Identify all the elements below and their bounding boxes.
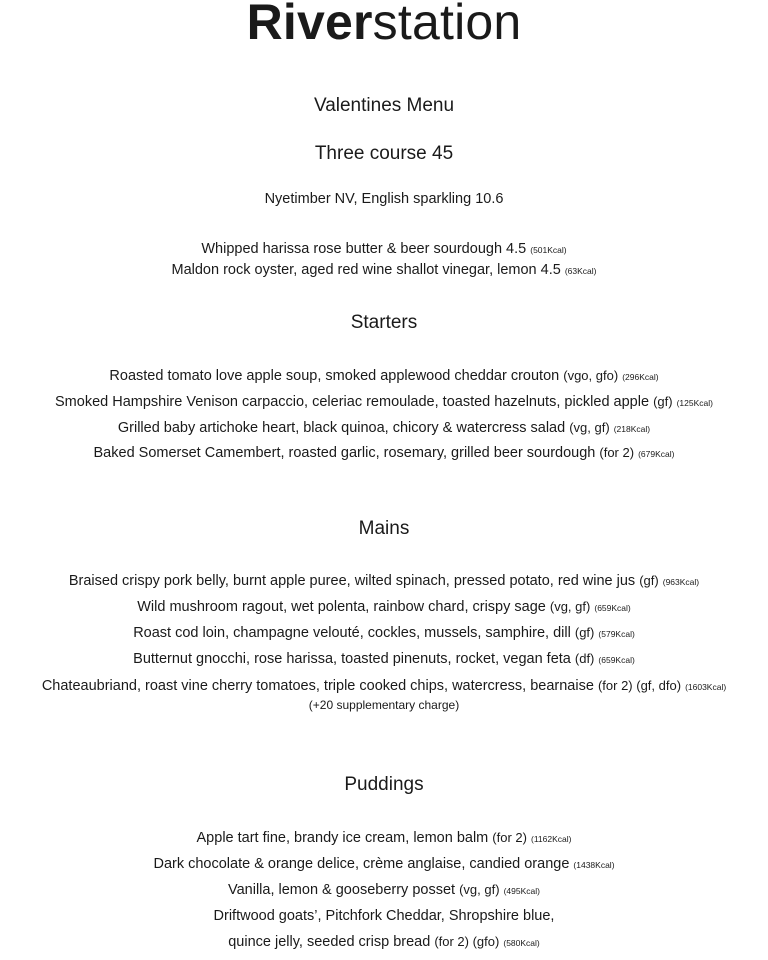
- item-text: Butternut gnocchi, rose harissa, toasted pinenuts, rocket, vegan feta: [133, 651, 571, 667]
- item-tags: (vgo, gfo): [563, 368, 619, 383]
- item-tags: (for 2): [492, 830, 527, 845]
- item-text: Grilled baby artichoke heart, black quinoa, chicory & watercress salad: [117, 420, 566, 436]
- item-kcal: (501Kcal): [530, 245, 567, 255]
- item-text: Chateaubriand, roast vine cherry tomatoes, triple cooked chips, watercress, bearnaise: [41, 678, 594, 694]
- item-kcal: (679Kcal): [638, 449, 675, 459]
- item-kcal: (218Kcal): [613, 424, 651, 434]
- menu-item: [0, 649, 768, 670]
- item-text: Vanilla, lemon & gooseberry posset: [228, 882, 456, 898]
- item-text: Roasted tomato love apple soup, smoked applewood cheddar crouton: [109, 368, 560, 384]
- brand-light-text: station: [372, 0, 522, 50]
- nibble-item: [0, 240, 768, 260]
- item-tags: (df): [574, 651, 595, 666]
- item-text: Smoked Hampshire Venison carpaccio, celeriac remoulade, toasted hazelnuts, pickled apple: [55, 394, 650, 410]
- item-kcal: (125Kcal): [676, 398, 713, 408]
- item-text: Wild mushroom ragout, wet polenta, rainbow chard, crispy sage: [137, 599, 546, 615]
- item-text: Whipped harissa rose butter & beer sourdough 4.5: [201, 241, 527, 257]
- item-text: Apple tart fine, brandy ice cream, lemon balm: [196, 830, 489, 846]
- supplementary-note: (+20 supplementary charge): [308, 698, 460, 712]
- nibble-item: [0, 261, 768, 281]
- menu-item: [0, 623, 768, 644]
- item-text: Baked Somerset Camembert, roasted garlic, rosemary, grilled beer sourdough: [93, 445, 596, 461]
- item-tags: (vg, gf): [569, 420, 610, 435]
- item-kcal: (495Kcal): [503, 886, 540, 896]
- brand-logo: [0, 0, 768, 54]
- menu-item: [0, 906, 768, 927]
- item-tags: (for 2) (gf, dfo): [597, 678, 682, 693]
- menu-item: [0, 571, 768, 592]
- item-tags: (gf): [653, 394, 673, 409]
- menu-item: [0, 443, 768, 464]
- item-kcal: (1162Kcal): [531, 834, 572, 844]
- item-kcal: (1603Kcal): [685, 682, 727, 692]
- item-kcal: (659Kcal): [598, 655, 635, 665]
- menu-item: [0, 366, 768, 387]
- item-text: Roast cod loin, champagne velouté, cockles, mussels, samphire, dill: [133, 625, 571, 641]
- item-kcal: (579Kcal): [598, 629, 635, 639]
- menu-item: [0, 676, 768, 697]
- menu-item: [0, 828, 768, 849]
- item-tags: (gf): [639, 573, 659, 588]
- course-price: Three course 45: [314, 143, 454, 164]
- menu-item: [0, 880, 768, 901]
- menu-item: [0, 932, 768, 953]
- item-tags: (vg, gf): [459, 882, 500, 897]
- item-text: Dark chocolate & orange delice, crème anglaise, candied orange: [153, 856, 570, 872]
- item-kcal: (296Kcal): [622, 372, 659, 382]
- section-title-starters: Starters: [350, 312, 418, 333]
- menu-item: [0, 392, 768, 413]
- item-kcal: (963Kcal): [662, 577, 700, 587]
- item-kcal: (580Kcal): [503, 938, 540, 948]
- sparkling-wine: Nyetimber NV, English sparkling 10.6: [264, 191, 504, 207]
- item-text: Braised crispy pork belly, burnt apple puree, wilted spinach, pressed potato, red wine jus: [68, 573, 636, 589]
- section-title-puddings: Puddings: [344, 774, 424, 795]
- item-kcal: (63Kcal): [564, 266, 597, 276]
- item-tags: (for 2) (gfo): [434, 934, 500, 949]
- item-text: quince jelly, seeded crisp bread: [228, 934, 431, 950]
- brand-bold-text: River: [246, 0, 373, 50]
- item-kcal: (1438Kcal): [573, 860, 615, 870]
- menu-item: [0, 597, 768, 618]
- item-tags: (gf): [574, 625, 595, 640]
- section-title-mains: Mains: [358, 518, 410, 539]
- item-tags: (for 2): [599, 445, 635, 460]
- menu-title: Valentines Menu: [313, 95, 455, 116]
- menu-item: [0, 854, 768, 875]
- item-tags: (vg, gf): [549, 599, 591, 614]
- item-text: Driftwood goats’, Pitchfork Cheddar, Shropshire blue,: [213, 908, 555, 924]
- menu-item: [0, 418, 768, 439]
- item-kcal: (659Kcal): [594, 603, 631, 613]
- item-text: Maldon rock oyster, aged red wine shallot vinegar, lemon 4.5: [171, 262, 561, 278]
